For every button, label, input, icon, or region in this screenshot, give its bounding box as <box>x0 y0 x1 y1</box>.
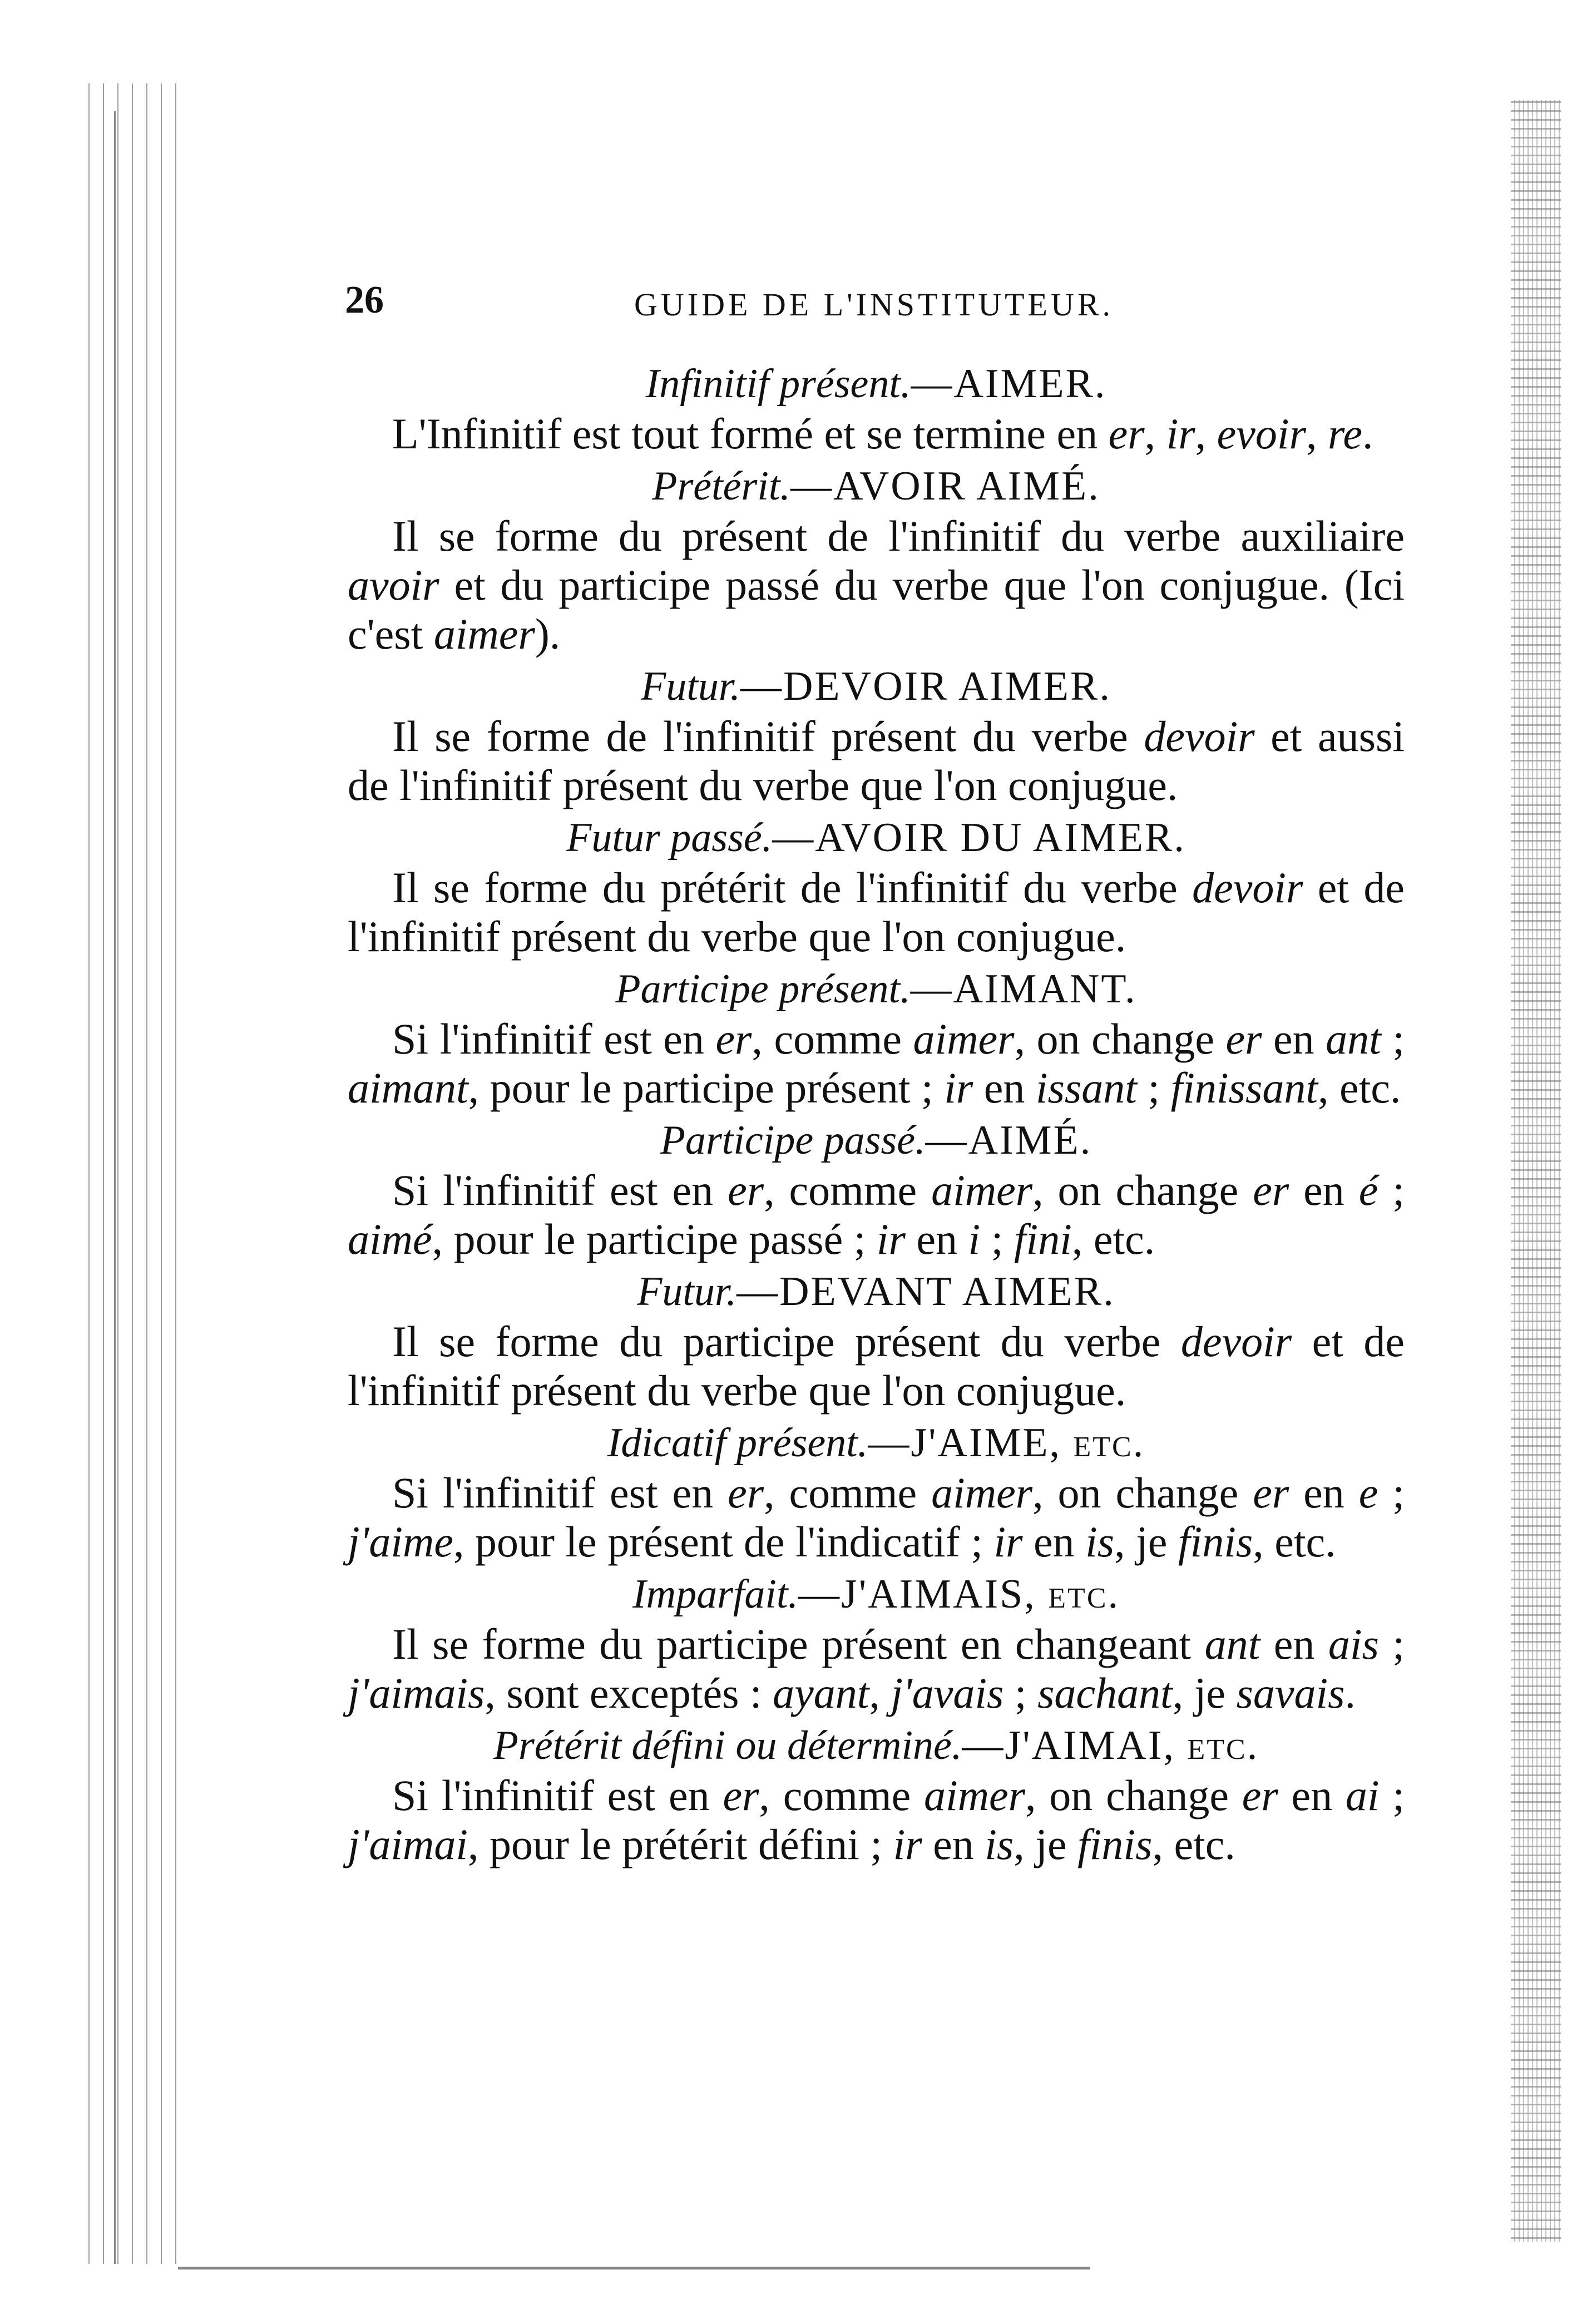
paragraph-text: , <box>1306 409 1328 458</box>
paragraph-text: , on change <box>1014 1015 1226 1063</box>
paragraph-text: , pour le présent de l'indicatif ; <box>453 1517 994 1566</box>
section-heading <box>348 359 1405 408</box>
italic-term: finis <box>1178 1517 1253 1566</box>
paragraph-text: ). <box>535 610 561 658</box>
paragraph-text: , etc. <box>1152 1820 1235 1868</box>
italic-term: is <box>1085 1517 1115 1566</box>
paragraph-text: L'Infinitif est tout formé et se termine en <box>392 409 1109 458</box>
paragraph-text: Il se forme du prétérit de l'infinitif du verbe <box>392 863 1193 912</box>
paragraph-text: , pour le participe présent ; <box>468 1064 945 1112</box>
section-form: —AVOIR DU AIMER. <box>772 815 1186 861</box>
section-paragraph <box>348 1015 1405 1112</box>
section-tense: Futur passé. <box>566 815 773 861</box>
paragraph-text: , je <box>1014 1820 1078 1868</box>
section-tense: Participe passé. <box>660 1118 926 1163</box>
italic-term: is <box>985 1820 1014 1868</box>
section-heading <box>348 1418 1405 1467</box>
paragraph-text: , pour le participe passé ; <box>432 1215 877 1263</box>
paragraph-text: en <box>905 1215 968 1263</box>
paragraph-text: Il se forme du participe présent du verbe <box>392 1317 1181 1366</box>
italic-term: er <box>1253 1468 1289 1517</box>
section-form: —AIMANT. <box>910 966 1137 1012</box>
italic-term: j'aimai <box>348 1820 468 1868</box>
italic-term: er <box>1242 1771 1278 1819</box>
section-form: —AIMÉ. <box>925 1118 1093 1163</box>
paragraph-text: et aussi de l'infinitif présent du verbe que l'on conjugue. <box>348 712 1405 809</box>
page-body <box>348 356 1405 1872</box>
paragraph-text: en <box>1022 1517 1086 1566</box>
section-form: —DEVANT AIMER. <box>736 1269 1115 1314</box>
page-edge-shadow <box>1511 100 1561 2242</box>
section-paragraph <box>348 1166 1405 1264</box>
paragraph-text: en <box>1260 1620 1328 1668</box>
paragraph-text: Il se forme du participe présent en changeant <box>392 1620 1205 1668</box>
section-form: —AIMER. <box>911 361 1107 407</box>
italic-term: er <box>1108 409 1145 458</box>
section-tense: Imparfait. <box>632 1571 799 1617</box>
italic-term: aimé <box>348 1215 432 1263</box>
section-form: —J'AIMAIS, etc. <box>798 1571 1120 1617</box>
section-heading <box>348 462 1405 511</box>
paragraph-text: Si l'infinitif est en <box>392 1771 723 1819</box>
paragraph-text: Si l'infinitif est en <box>392 1015 716 1063</box>
section-heading <box>348 1570 1405 1619</box>
italic-term: devoir <box>1180 1317 1292 1366</box>
section-form: —AVOIR AIMÉ. <box>790 463 1100 509</box>
paragraph-text: , sont exceptés : <box>485 1669 773 1717</box>
section-heading <box>348 1721 1405 1770</box>
italic-term: aimer <box>433 610 535 658</box>
italic-term: fini <box>1014 1215 1072 1263</box>
paragraph-text: , etc. <box>1318 1064 1401 1112</box>
section-heading <box>348 1116 1405 1165</box>
paragraph-text: . <box>1362 409 1373 458</box>
italic-term: er <box>1225 1015 1262 1063</box>
italic-term: ais <box>1328 1620 1379 1668</box>
italic-term: i <box>968 1215 981 1263</box>
paragraph-text: , <box>869 1669 891 1717</box>
italic-term: sachant <box>1037 1669 1173 1717</box>
section-paragraph <box>348 1620 1405 1718</box>
italic-term: devoir <box>1144 712 1255 760</box>
italic-term: avoir <box>348 561 439 609</box>
paragraph-text: ; <box>1379 1771 1405 1819</box>
paragraph-text: , on change <box>1032 1468 1253 1517</box>
paragraph-text: en <box>973 1064 1036 1112</box>
section-tense: Futur. <box>641 664 740 709</box>
italic-term: ir <box>1166 409 1195 458</box>
italic-term: é <box>1358 1166 1378 1214</box>
italic-term: ai <box>1345 1771 1380 1819</box>
italic-term: e <box>1358 1468 1378 1517</box>
paragraph-text: et du participe passé du verbe que l'on conjugue. (Ici c'est <box>348 561 1405 658</box>
italic-term: issant <box>1035 1064 1137 1112</box>
paragraph-text: ; <box>1378 1468 1405 1517</box>
italic-term: ir <box>993 1517 1023 1566</box>
paragraph-text: , etc. <box>1071 1215 1155 1263</box>
italic-term: re <box>1327 409 1363 458</box>
paragraph-text: , <box>1144 409 1166 458</box>
paragraph-text: , on change <box>1032 1166 1253 1214</box>
italic-term: finissant <box>1170 1064 1318 1112</box>
section-paragraph <box>348 1468 1405 1566</box>
paragraph-text: en <box>1289 1166 1359 1214</box>
paragraph-text: . <box>1344 1669 1356 1717</box>
binding-line <box>114 111 116 2264</box>
paragraph-text: en <box>922 1820 985 1868</box>
paragraph-text: , comme <box>752 1015 913 1063</box>
italic-term: ir <box>876 1215 906 1263</box>
italic-term: er <box>728 1468 764 1517</box>
section-tense: Infinitif présent. <box>645 361 911 407</box>
italic-term: ir <box>944 1064 973 1112</box>
section-tense: Prétérit. <box>652 463 790 509</box>
italic-term: er <box>715 1015 752 1063</box>
page-header <box>345 278 1140 323</box>
section-heading <box>348 662 1405 711</box>
paragraph-text: , pour le prétérit défini ; <box>468 1820 893 1868</box>
section-paragraph <box>348 1317 1405 1415</box>
paragraph-text: ; <box>1381 1015 1405 1063</box>
section-form: —J'AIME, etc. <box>868 1420 1145 1466</box>
paragraph-text: en <box>1278 1771 1346 1819</box>
italic-term: savais <box>1236 1669 1345 1717</box>
paragraph-text: en <box>1289 1468 1359 1517</box>
italic-term: ant <box>1326 1015 1381 1063</box>
paragraph-text: , je <box>1114 1517 1178 1566</box>
paragraph-text: , comme <box>759 1771 925 1819</box>
paragraph-text: en <box>1262 1015 1326 1063</box>
paragraph-text: , etc. <box>1253 1517 1336 1566</box>
paragraph-text: et de l'infinitif présent du verbe que l'on conjugue. <box>348 863 1405 961</box>
italic-term: aimer <box>931 1468 1033 1517</box>
italic-term: evoir <box>1217 409 1306 458</box>
page-number: 26 <box>345 279 384 322</box>
paragraph-text: Il se forme du présent de l'infinitif du verbe auxiliaire <box>392 512 1405 560</box>
section-form: —J'AIMAI, etc. <box>962 1723 1259 1768</box>
italic-term: er <box>723 1771 759 1819</box>
section-tense: Participe présent. <box>615 966 911 1012</box>
paragraph-text: Il se forme de l'infinitif présent du verbe <box>392 712 1144 760</box>
paragraph-text: ; <box>1378 1166 1405 1214</box>
section-paragraph <box>348 863 1405 961</box>
section-paragraph <box>348 409 1405 458</box>
italic-term: er <box>1253 1166 1289 1214</box>
section-tense: Idicatif présent. <box>607 1420 868 1466</box>
paragraph-text: , <box>1195 409 1217 458</box>
paragraph-text: ; <box>1378 1620 1405 1668</box>
paragraph-text: Si l'infinitif est en <box>392 1468 728 1517</box>
paragraph-text: , comme <box>764 1166 932 1214</box>
italic-term: aimant <box>348 1064 468 1112</box>
italic-term: er <box>728 1166 764 1214</box>
italic-term: j'aime <box>348 1517 453 1566</box>
section-heading <box>348 813 1405 862</box>
paragraph-text: ; <box>1136 1064 1171 1112</box>
bottom-rule <box>178 2267 1090 2269</box>
paragraph-text: , comme <box>764 1468 932 1517</box>
running-head: GUIDE DE L'INSTITUTEUR. <box>634 286 1114 323</box>
italic-term: ayant <box>773 1669 869 1717</box>
paragraph-text: ; <box>980 1215 1014 1263</box>
section-tense: Prétérit défini ou déterminé. <box>493 1723 962 1768</box>
section-paragraph <box>348 512 1405 659</box>
section-heading <box>348 965 1405 1013</box>
italic-term: aimer <box>913 1015 1015 1063</box>
section-form: —DEVOIR AIMER. <box>740 664 1111 709</box>
italic-term: j'avais <box>891 1669 1004 1717</box>
binding-shadow <box>83 83 178 2264</box>
italic-term: devoir <box>1192 863 1303 912</box>
section-tense: Futur. <box>637 1269 737 1314</box>
italic-term: finis <box>1077 1820 1153 1868</box>
italic-term: ant <box>1204 1620 1260 1668</box>
italic-term: aimer <box>931 1166 1033 1214</box>
paragraph-text: , on change <box>1025 1771 1242 1819</box>
italic-term: j'aimais <box>348 1669 485 1717</box>
section-paragraph <box>348 1771 1405 1869</box>
italic-term: ir <box>893 1820 922 1868</box>
paragraph-text: ; <box>1003 1669 1038 1717</box>
italic-term: aimer <box>924 1771 1026 1819</box>
paragraph-text: et de l'infinitif présent du verbe que l'on conjugue. <box>348 1317 1405 1415</box>
paragraph-text: , je <box>1172 1669 1237 1717</box>
section-paragraph <box>348 712 1405 810</box>
section-heading <box>348 1267 1405 1316</box>
paragraph-text: Si l'infinitif est en <box>392 1166 728 1214</box>
